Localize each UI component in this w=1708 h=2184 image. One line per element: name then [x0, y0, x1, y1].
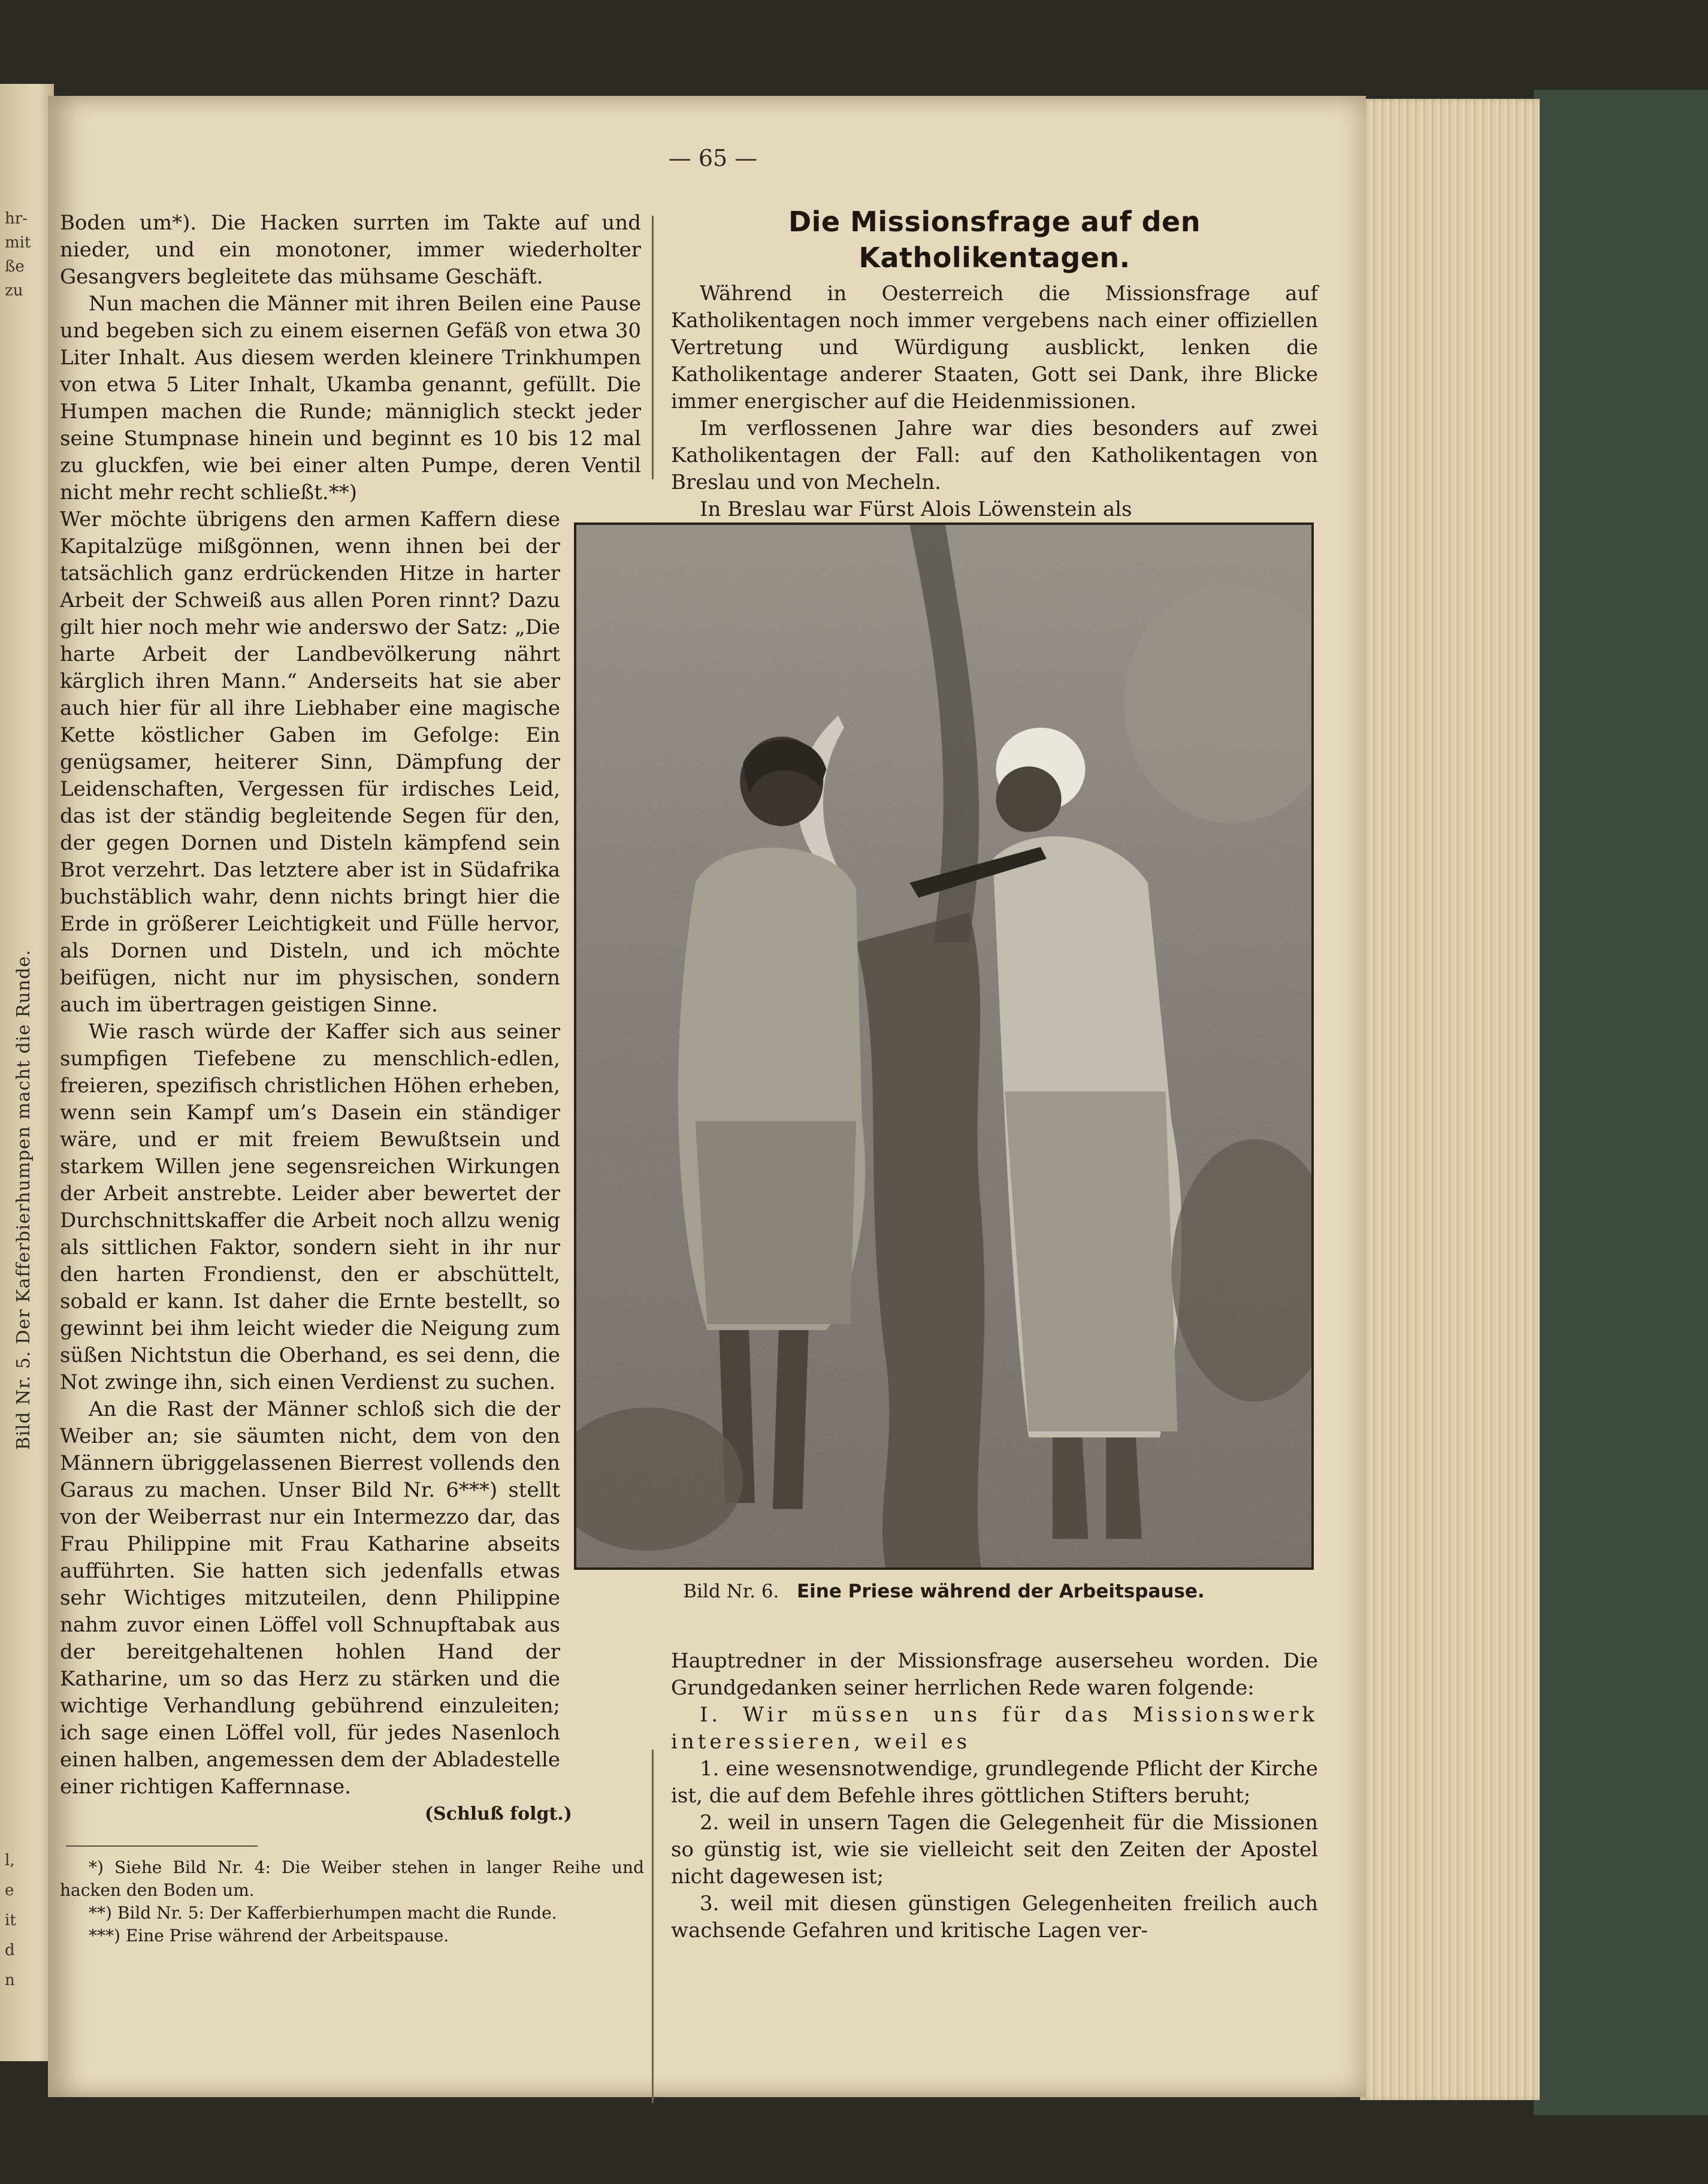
- point-heading: I. Wir müssen uns für das Missionswerk interessieren, weil es: [671, 1703, 1318, 1754]
- paragraph: Während in Oesterreich die Missionsfrage auf Katholikentagen noch immer vergebens nach einer offiziellen Vertretung und Würdigung ausblickt, lenken die Katholikentage anderer Staaten, Gott sei Dank, ihre Blicke immer energischer auf die Heidenmissionen.: [671, 282, 1318, 413]
- page-edges: [1360, 99, 1540, 2100]
- photo-figure: [574, 522, 1314, 1570]
- paragraph: Hauptredner in der Missionsfrage auserseheu worden. Die Grundgedanken seiner herrlichen Rede waren folgende:: [671, 1649, 1318, 1700]
- sliver-fragment: mit: [5, 234, 31, 252]
- sliver-fragment: n: [5, 1971, 15, 1989]
- column-rule: [652, 216, 654, 479]
- list-item: 3. weil mit diesen günstigen Gelegenheiten freilich auch wachsende Gefahren und kritische Lagen ver-: [671, 1892, 1318, 1943]
- footnotes: [60, 1856, 644, 1947]
- photo-illustration: [576, 525, 1311, 1567]
- paragraph: Wer möchte übrigens den armen Kaffern diese Kapitalzüge mißgönnen, wenn ihnen bei der tatsächlich ganz erdrückenden Hitze in harter Arbeit der Schweiß aus allen Poren rinnt? Dazu gilt hier noch mehr wie anderswo der Satz: „Die harte Arbeit der Landbevölkerung nährt kärglich ihren Mann.“ Anderseits hat sie aber auch hier für all ihre Liebhaber eine magische Kette köstlicher Gaben im Gefolge: Ein genügsamer, heiterer Sinn, Dämpfung der Leidenschaften, Vergessen für irdisches Leid, das ist der ständig begleitende Segen für den, der gegen Dornen und Disteln kämpfend sein Brot verzehrt. Das letztere aber ist in Südafrika buchstäblich wahr, denn nichts bringt hier die Erde in größerer Leichtigkeit und Fülle hervor, als Dornen und Disteln, und ich möchte beifügen, nicht nur im physischen, sondern auch im übertragen geistigen Sinne.: [60, 508, 560, 1017]
- left-column: [60, 210, 644, 1947]
- book-page: [48, 96, 1366, 2097]
- paragraph: Boden um*). Die Hacken surrten im Takte auf und nieder, und ein monotoner, immer wiederholter Gesangvers begleitete das mühsame Geschäft.: [60, 211, 641, 289]
- sliver-fragment: zu: [5, 282, 23, 300]
- sliver-fragment: ße: [5, 258, 25, 276]
- page-number: — 65 —: [668, 145, 758, 171]
- sliver-fragment: d: [5, 1941, 15, 1959]
- footnote-rule: [66, 1845, 258, 1847]
- footnote: *) Siehe Bild Nr. 4: Die Weiber stehen in langer Reihe und hacken den Boden um.: [60, 1857, 644, 1900]
- right-column: [671, 204, 1318, 523]
- sliver-fragment: hr-: [5, 210, 28, 228]
- sliver-fragment: l,: [5, 1851, 15, 1869]
- list-item: 2. weil in unsern Tagen die Gelegenheit für die Missionen so günstig ist, wie sie vielleicht seit den Zeiten der Apostel nicht dagewesen ist;: [671, 1811, 1318, 1889]
- list-item: 1. eine wesensnotwendige, grundlegende Pflicht der Kirche ist, die auf dem Befehle ihres göttlichen Stifters beruht;: [671, 1757, 1318, 1808]
- caption-title: Eine Priese während der Arbeitspause.: [796, 1581, 1205, 1602]
- paragraph: Im verflossenen Jahre war dies besonders auf zwei Katholikentagen der Fall: auf den Katholikentagen von Breslau und von Mecheln.: [671, 416, 1318, 494]
- paragraph: Wie rasch würde der Kaffer sich aus seiner sumpfigen Tiefebene zu menschlich-edlen, freieren, spezifisch christlichen Höhen erheben, wenn sein Kampf um’s Dasein ein ständiger wäre, und er mit freiem Bewußtsein und starkem Willen jene segensreichen Wirkungen der Arbeit anstrebte. Leider aber bewertet der Durchschnittskaffer die Arbeit noch allzu wenig als sittlichen Faktor, sondern sieht in ihr nur den harten Frondienst, den er abschüttelt, sobald er kann. Ist daher die Ernte bestellt, so gewinnt bei ihm leicht wieder die Neigung zum süßen Nichtstun die Oberhand, es sei denn, die Not zwinge ihn, sich einen Verdienst zu suchen.: [60, 1020, 560, 1394]
- vertical-figure-caption: Bild Nr. 5. Der Kafferbierhumpen macht die Runde.: [13, 949, 34, 1450]
- caption-prefix: Bild Nr. 6.: [683, 1581, 779, 1602]
- paragraph: An die Rast der Männer schloß sich die der Weiber an; sie säumten nicht, dem von den Männern übriggelassenen Bierrest vollends den Garaus zu machen. Unser Bild Nr. 6***) stellt von der Weiberrast nur ein Intermezzo dar, das Frau Philippine mit Frau Katharine abseits aufführten. Sie hatten sich jedenfalls etwas sehr Wichtiges mitzuteilen, denn Philippine nahm zuvor einen Löffel voll Schnupftabak aus der bereitgehaltenen hohlen Hand der Katharine, um so das Herz zu stärken und die wichtige Verhandlung gebührend einzuleiten; ich sage einen Löffel voll, für jedes Nasenloch einen halben, angemessen dem der Abladestelle einer richtigen Kaffernnase.: [60, 1397, 560, 1799]
- book-cover: [1534, 90, 1708, 2115]
- sliver-fragment: it: [5, 1911, 16, 1929]
- paragraph: Nun machen die Männer mit ihren Beilen eine Pause und begeben sich zu einem eisernen Gefäß von etwa 30 Liter Inhalt. Aus diesem werden kleinere Trinkhumpen von etwa 5 Liter Inhalt, Ukamba genannt, gefüllt. Die Humpen machen die Runde; männiglich steckt jeder seine Stumpnase hinein und beginnt es 10 bis 12 mal zu gluckfen, wie bei einer alten Pumpe, deren Ventil nicht mehr recht schließt.**): [60, 292, 641, 505]
- continued-note: (Schluß folgt.): [424, 1804, 572, 1824]
- footnote: **) Bild Nr. 5: Der Kafferbierhumpen macht die Runde.: [89, 1903, 557, 1923]
- article-heading: Die Missionsfrage auf den Katholikentagen.: [788, 206, 1201, 274]
- figure-caption: [574, 1581, 1314, 1602]
- column-rule: [652, 1750, 654, 2103]
- footnote: ***) Eine Prise während der Arbeitspause.: [89, 1926, 449, 1946]
- paragraph: In Breslau war Fürst Alois Löwenstein als: [700, 497, 1132, 521]
- right-column-continued: [671, 1648, 1318, 1944]
- sliver-fragment: e: [5, 1881, 14, 1899]
